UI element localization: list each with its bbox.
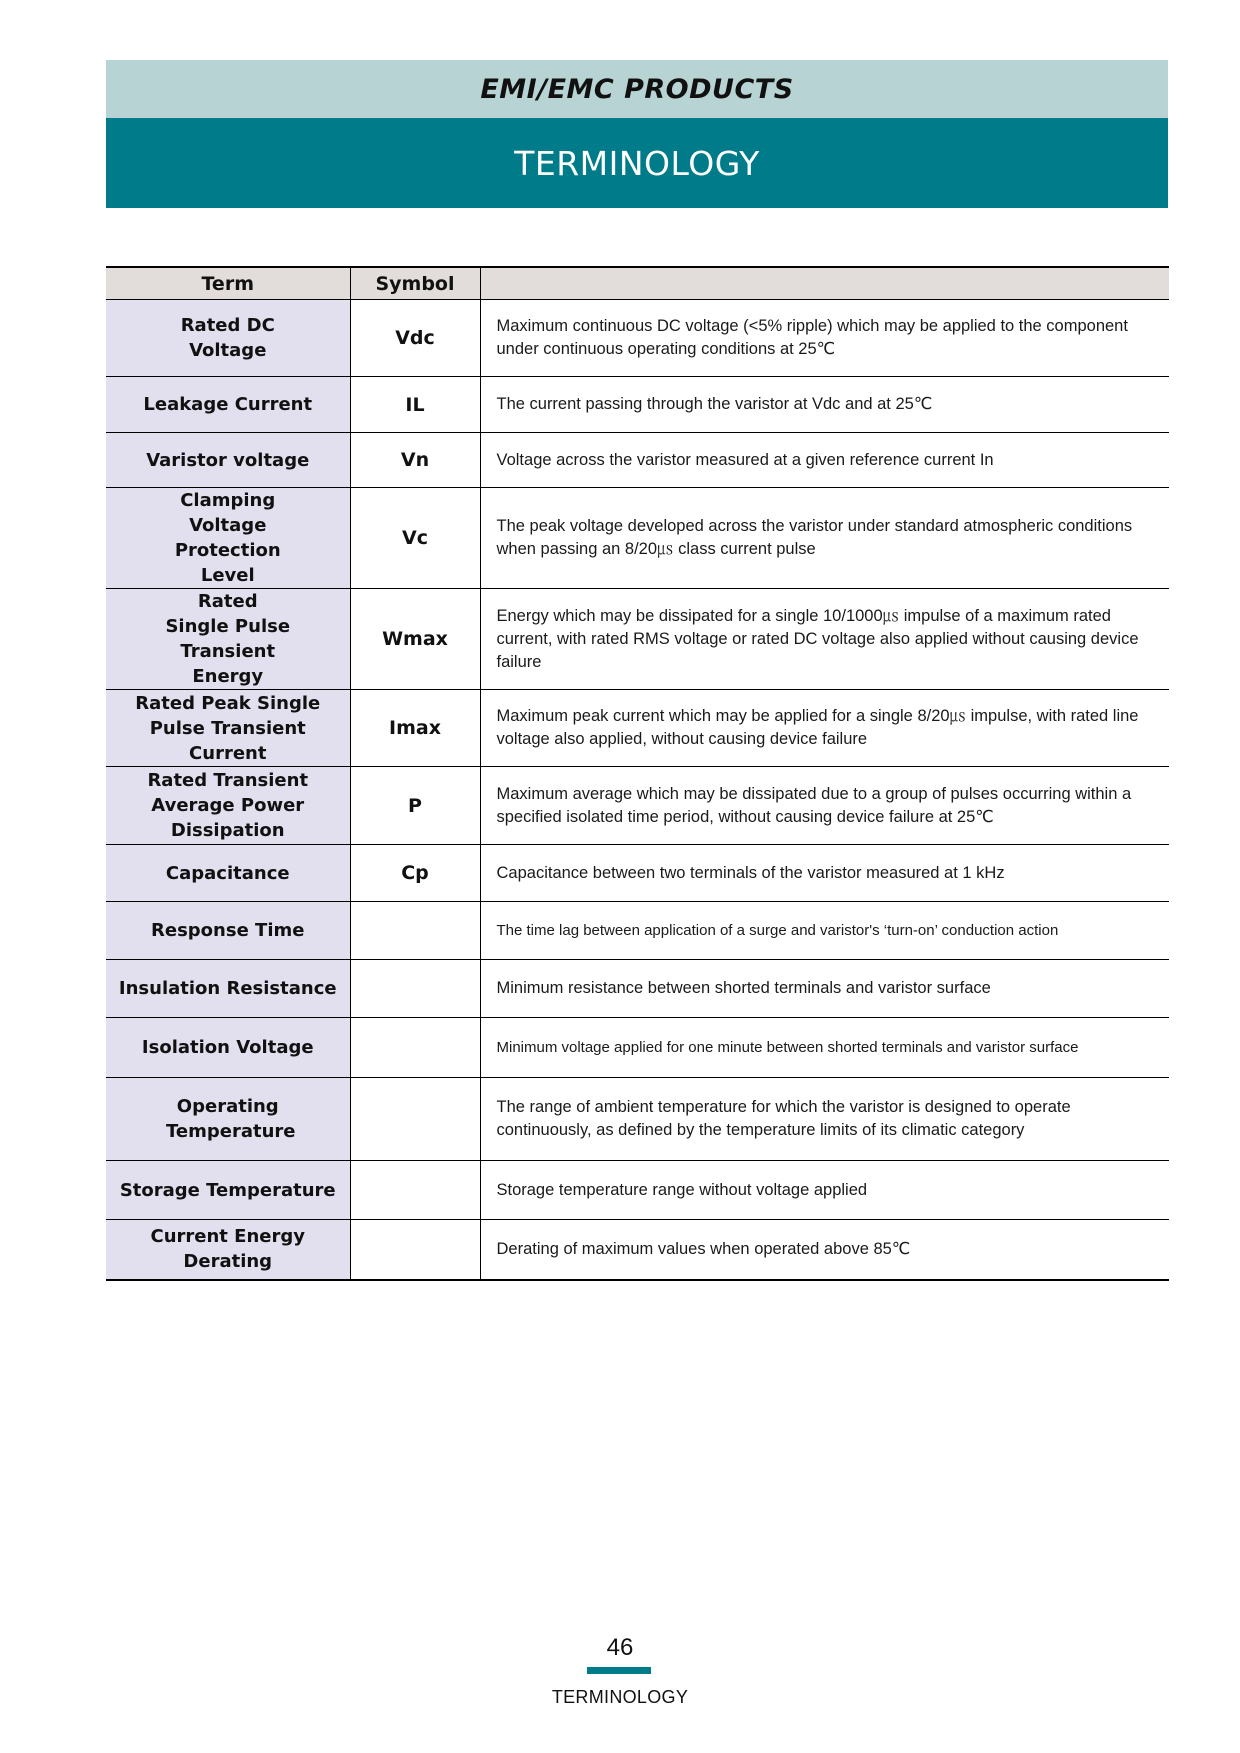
symbol-cell: [350, 960, 480, 1018]
table-row: [106, 1161, 1169, 1220]
symbol-cell: Vc: [350, 488, 480, 589]
term-cell: Leakage Current: [106, 377, 350, 433]
symbol-cell: [350, 1161, 480, 1220]
symbol-cell: P: [350, 767, 480, 845]
description-cell: Energy which may be dissipated for a single 10/1000㎲ impulse of a maximum rated current, with rated RMS voltage or rated DC voltage also applied without causing device failure: [480, 589, 1169, 690]
description-cell: The time lag between application of a surge and varistor's ‘turn-on’ conduction action: [480, 902, 1169, 960]
table-row: [106, 1078, 1169, 1161]
term-cell: Rated Transient Average Power Dissipation: [106, 767, 350, 845]
table-row: [106, 433, 1169, 488]
term-cell: Rated Single Pulse Transient Energy: [106, 589, 350, 690]
page-number: 46: [606, 1634, 634, 1661]
symbol-cell: [350, 1220, 480, 1280]
terminology-table: [106, 266, 1169, 1281]
table-row: [106, 690, 1169, 767]
description-cell: Maximum peak current which may be applied for a single 8/20㎲ impulse, with rated line voltage also applied, without causing device failure: [480, 690, 1169, 767]
description-cell: Storage temperature range without voltage applied: [480, 1161, 1169, 1220]
term-cell: Rated DC Voltage: [106, 300, 350, 377]
description-cell: The peak voltage developed across the varistor under standard atmospheric conditions when passing an 8/20㎲ class current pulse: [480, 488, 1169, 589]
table-row: [106, 1018, 1169, 1078]
term-cell: Capacitance: [106, 845, 350, 902]
table-row: [106, 589, 1169, 690]
description-cell: Voltage across the varistor measured at a given reference current In: [480, 433, 1169, 488]
symbol-cell: IL: [350, 377, 480, 433]
symbol-cell: Vn: [350, 433, 480, 488]
banner-subtitle: EMI/EMC PRODUCTS: [106, 60, 1168, 118]
description-cell: Derating of maximum values when operated above 85℃: [480, 1220, 1169, 1280]
header-banner: [106, 60, 1168, 208]
term-cell: Storage Temperature: [106, 1161, 350, 1220]
description-cell: Maximum average which may be dissipated due to a group of pulses occurring within a specified isolated time period, without causing device failure at 25℃: [480, 767, 1169, 845]
symbol-cell: Cp: [350, 845, 480, 902]
symbol-cell: Imax: [350, 690, 480, 767]
header-term: Term: [106, 267, 350, 300]
symbol-cell: Wmax: [350, 589, 480, 690]
page-title: TERMINOLOGY: [106, 118, 1168, 208]
term-cell: Clamping Voltage Protection Level: [106, 488, 350, 589]
header-symbol: Symbol: [350, 267, 480, 300]
description-cell: Capacitance between two terminals of the varistor measured at 1 kHz: [480, 845, 1169, 902]
footer-accent-bar: [587, 1667, 651, 1674]
table-row: [106, 767, 1169, 845]
table-row: [106, 1220, 1169, 1280]
term-cell: Rated Peak Single Pulse Transient Current: [106, 690, 350, 767]
term-cell: Isolation Voltage: [106, 1018, 350, 1078]
table-row: [106, 377, 1169, 433]
table-row: [106, 960, 1169, 1018]
description-cell: Minimum voltage applied for one minute between shorted terminals and varistor surface: [480, 1018, 1169, 1078]
description-cell: The current passing through the varistor at Vdc and at 25℃: [480, 377, 1169, 433]
table-row: [106, 488, 1169, 589]
symbol-cell: [350, 902, 480, 960]
symbol-cell: Vdc: [350, 300, 480, 377]
table-row: [106, 902, 1169, 960]
term-cell: Insulation Resistance: [106, 960, 350, 1018]
footer-label: TERMINOLOGY: [551, 1687, 689, 1707]
table-row: [106, 300, 1169, 377]
table-row: [106, 845, 1169, 902]
symbol-cell: [350, 1018, 480, 1078]
symbol-cell: [350, 1078, 480, 1161]
term-cell: Varistor voltage: [106, 433, 350, 488]
description-cell: The range of ambient temperature for which the varistor is designed to operate continuously, as defined by the temperature limits of its climatic category: [480, 1078, 1169, 1161]
header-description: [480, 267, 1169, 300]
description-cell: Maximum continuous DC voltage (<5% ripple) which may be applied to the component under continuous operating conditions at 25℃: [480, 300, 1169, 377]
term-cell: Operating Temperature: [106, 1078, 350, 1161]
term-cell: Current Energy Derating: [106, 1220, 350, 1280]
description-cell: Minimum resistance between shorted terminals and varistor surface: [480, 960, 1169, 1018]
term-cell: Response Time: [106, 902, 350, 960]
table-header-row: [106, 267, 1169, 300]
